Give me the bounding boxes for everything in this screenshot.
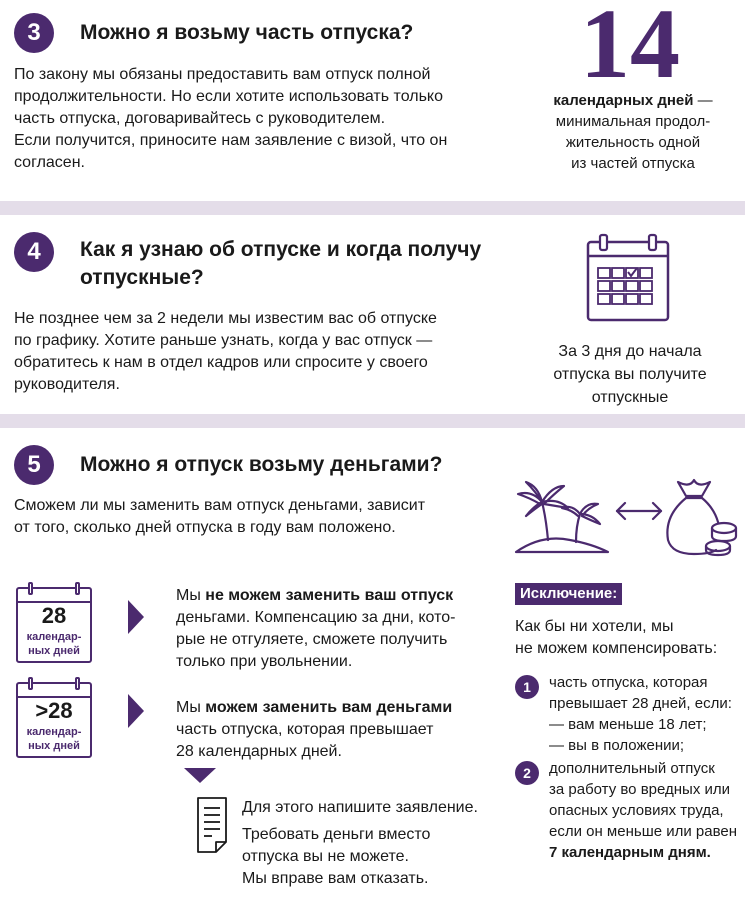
- exception-item-2-number: 2: [515, 761, 539, 785]
- body-line: Сможем ли мы заменить вам отпуск деньгами, зависит: [14, 497, 426, 514]
- application-line: Мы вправе вам отказать.: [242, 870, 429, 887]
- body-line: продолжительности. Но если хотите использовать только: [14, 88, 443, 105]
- arrow-right-icon: [128, 600, 144, 634]
- section-4-title: [80, 236, 520, 292]
- case-line: рые не отгуляете, сможете получить: [176, 631, 448, 648]
- application-line: отпуска вы не можете.: [242, 848, 409, 865]
- body-line: Не позднее чем за 2 недели мы известим вас об отпуске: [14, 310, 437, 327]
- case-bold: не можем заменить ваш отпуск: [205, 587, 454, 604]
- exception-intro-line: не можем компенсировать:: [515, 640, 718, 657]
- document-icon: [196, 796, 228, 854]
- exception-intro-line: Как бы ни хотели, мы: [515, 618, 674, 635]
- application-line: Для этого напишите заявление.: [242, 799, 478, 816]
- calendar-28-icon: [16, 587, 92, 663]
- body-line: от того, сколько дней отпуска в году вам положено.: [14, 519, 396, 536]
- case-prefix: Мы: [176, 699, 206, 716]
- case-1-text: [176, 585, 496, 673]
- min-part-dash: —: [693, 92, 713, 109]
- body-line: по графику. Хотите раньше узнать, когда у вас отпуск —: [14, 332, 433, 349]
- min-part-line: минимальная продол-: [555, 113, 711, 130]
- exception-item-1: [549, 672, 745, 756]
- payment-line: отпуска вы получите: [553, 366, 707, 383]
- case-bold: можем заменить вам деньгами: [205, 699, 453, 716]
- section-3-number: 3: [14, 13, 54, 53]
- calendar-number: 28: [41, 603, 67, 628]
- min-part-line-1: [528, 90, 738, 111]
- body-line: руководителя.: [14, 376, 120, 393]
- body-line: часть отпуска, договаривайтесь с руководителем.: [14, 110, 386, 127]
- calendar-label-line: ных дней: [28, 645, 80, 657]
- min-part-note: [528, 90, 738, 174]
- calendar-icon: [584, 232, 674, 324]
- case-2-text: [176, 697, 496, 763]
- arrow-right-icon: [128, 694, 144, 728]
- double-arrow-icon: [614, 500, 664, 522]
- section-5-body: [14, 495, 494, 539]
- exception-line: дополнительный отпуск: [549, 760, 715, 777]
- payment-note: [530, 340, 730, 409]
- exception-intro: [515, 616, 740, 660]
- calendar-label-line: ных дней: [28, 740, 80, 752]
- section-3-title: Можно я возьму часть отпуска?: [80, 21, 414, 44]
- body-line: согласен.: [14, 154, 85, 171]
- min-part-line: из частей отпуска: [571, 155, 695, 172]
- exception-line: превышает 28 дней, если:: [549, 695, 732, 712]
- payment-line: За 3 дня до начала: [558, 343, 702, 360]
- exception-badge: Исключение:: [515, 583, 622, 605]
- body-line: обратитесь к нам в отдел кадров или спросите у своего: [14, 354, 428, 371]
- section-5-title: Можно я отпуск возьму деньгами?: [80, 453, 443, 476]
- exception-line: если он меньше или равен: [549, 823, 738, 840]
- body-line: По закону мы обязаны предоставить вам отпуск полной: [14, 66, 431, 83]
- section-3-body: [14, 64, 514, 174]
- calendar-over-28-icon: [16, 682, 92, 758]
- exception-line: — вам меньше 18 лет;: [549, 716, 707, 733]
- big-number-14: 14: [580, 0, 680, 99]
- arrow-down-icon: [184, 768, 216, 783]
- section-divider: [0, 414, 745, 428]
- payment-line: отпускные: [591, 389, 669, 406]
- calendar-ring: [28, 677, 33, 690]
- calendar-ring: [75, 582, 80, 595]
- case-line: [176, 697, 496, 719]
- calendar-label: [18, 630, 90, 658]
- title-line: отпускные?: [80, 266, 204, 289]
- money-bag-icon: [660, 476, 740, 558]
- exception-line: часть отпуска, которая: [549, 674, 708, 691]
- case-line: [176, 585, 496, 607]
- calendar-label: [18, 725, 90, 753]
- section-4-number: 4: [14, 232, 54, 272]
- case-line: только при увольнении.: [176, 653, 353, 670]
- application-line: Требовать деньги вместо: [242, 826, 431, 843]
- calendar-label-line: календар-: [26, 726, 82, 738]
- section-5-number: 5: [14, 445, 54, 485]
- case-line: 28 календарных дней.: [176, 743, 342, 760]
- case-line: часть отпуска, которая превышает: [176, 721, 434, 738]
- calendar-ring: [28, 582, 33, 595]
- calendar-number: >28: [35, 698, 73, 723]
- exception-line-bold: 7 календарным дням.: [549, 844, 711, 861]
- exception-item-2: [549, 758, 745, 863]
- body-line: Если получится, приносите нам заявление с визой, что он: [14, 132, 448, 149]
- section-divider: [0, 201, 745, 215]
- exception-line: — вы в положении;: [549, 737, 685, 754]
- case-prefix: Мы: [176, 587, 206, 604]
- exception-item-1-number: 1: [515, 675, 539, 699]
- exception-line: опасных условиях труда,: [549, 802, 724, 819]
- application-text: [242, 797, 532, 890]
- title-line: Как я узнаю об отпуске и когда получу: [80, 238, 482, 261]
- section-4-body: [14, 308, 514, 396]
- exception-line: за работу во вредных или: [549, 781, 731, 798]
- palm-island-icon: [512, 478, 612, 556]
- min-part-line: жительность одной: [565, 134, 701, 151]
- case-line: деньгами. Компенсацию за дни, кото-: [176, 609, 456, 626]
- min-part-bold: календарных дней: [553, 92, 694, 109]
- calendar-ring: [75, 677, 80, 690]
- calendar-label-line: календар-: [26, 631, 82, 643]
